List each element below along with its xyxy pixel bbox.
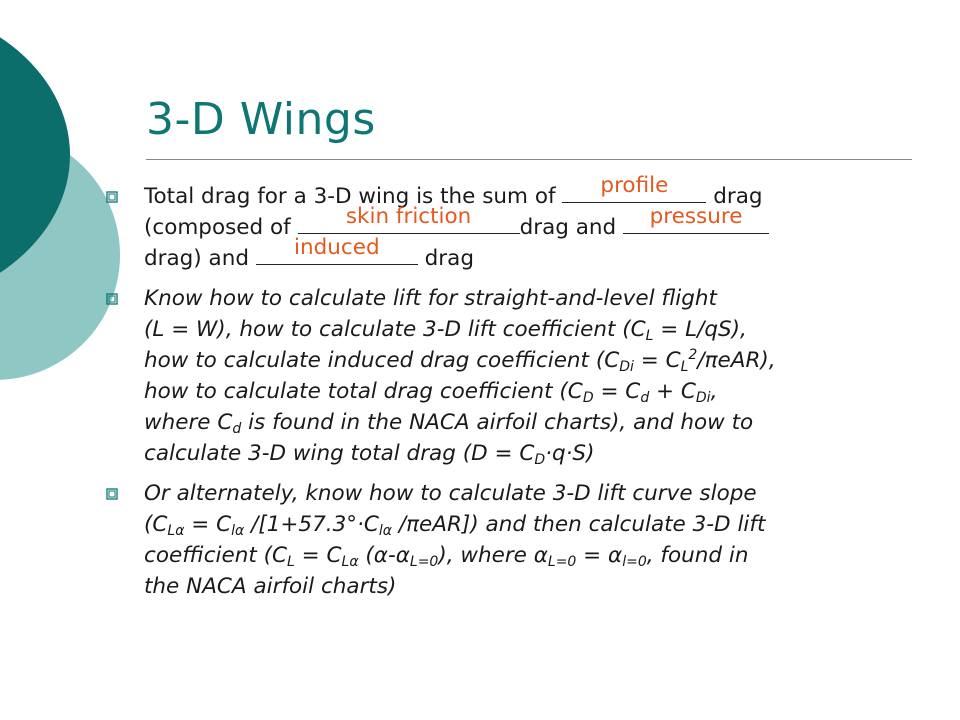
blank-induced <box>256 235 418 265</box>
text-span: (L = W), how to calculate 3-D lift coefficient (C <box>144 317 646 342</box>
text-span: (α-α <box>358 543 410 568</box>
bullet-line <box>144 345 944 376</box>
text-span: , <box>710 379 718 404</box>
bullet-total-drag <box>104 173 944 274</box>
answer-induced: induced <box>294 235 380 260</box>
square-bullet-icon <box>104 189 120 205</box>
subscript: Di <box>695 390 711 406</box>
square-bullet-icon <box>104 291 120 307</box>
text-span: where C <box>144 410 233 435</box>
subscript: d <box>640 390 650 406</box>
text-span: = L/qS), <box>653 317 747 342</box>
text-span: drag and <box>519 215 624 240</box>
text-span: drag <box>417 246 474 271</box>
subscript: lα <box>231 523 245 539</box>
subscript: lα <box>378 523 393 539</box>
answer-pressure: pressure <box>649 204 743 229</box>
subscript: l=0 <box>622 554 647 570</box>
text-span: = C <box>294 543 342 568</box>
text-span: (composed of <box>144 215 298 240</box>
text-span: ·q·S) <box>545 441 595 466</box>
subscript: D <box>534 452 546 468</box>
text-span: = C <box>593 379 641 404</box>
bullet-line <box>144 478 944 509</box>
text-span: the NACA airfoil charts) <box>144 574 397 599</box>
text-span: /πeAR), <box>697 348 776 373</box>
bullet-line <box>144 540 944 571</box>
text-span: drag <box>706 184 763 209</box>
bullet-line <box>144 376 944 407</box>
text-span: = C <box>633 348 681 373</box>
bullet-line <box>144 509 944 540</box>
text-span: Know how to calculate lift for straight-and-level flight <box>144 286 717 311</box>
subscript: L=0 <box>409 554 439 570</box>
subscript: L <box>287 554 295 570</box>
subscript: L=0 <box>547 554 577 570</box>
subscript: D <box>582 390 594 406</box>
subscript: Lα <box>167 523 185 539</box>
bullet-lift-calculation <box>104 283 944 469</box>
bullet-line <box>144 571 944 602</box>
subscript: Lα <box>341 554 359 570</box>
text-span: ), where α <box>438 543 548 568</box>
title-underline <box>146 159 912 160</box>
text-span: calculate 3-D wing total drag (D = C <box>144 441 535 466</box>
superscript: 2 <box>688 347 698 363</box>
answer-skin-friction: skin friction <box>345 204 472 229</box>
text-span: + C <box>649 379 696 404</box>
text-span: is found in the NACA airfoil charts), and how to <box>241 410 754 435</box>
text-span: (C <box>144 512 168 537</box>
bullet-line <box>144 235 944 274</box>
text-span: = C <box>184 512 232 537</box>
blank-pressure <box>623 204 769 234</box>
text-span: /[1+57.3°·C <box>244 512 379 537</box>
bullet-line <box>144 283 944 314</box>
text-span: Or alternately, know how to calculate 3-D lift curve slope <box>144 481 757 506</box>
bullet-line <box>144 314 944 345</box>
bullet-line <box>144 173 944 212</box>
text-span: coefficient (C <box>144 543 288 568</box>
slide-content <box>104 173 944 611</box>
text-span: Total drag for a 3-D wing is the sum of <box>144 184 563 209</box>
text-span: , found in <box>646 543 749 568</box>
bullet-line <box>144 438 944 469</box>
subscript: Di <box>619 359 634 375</box>
text-span: how to calculate total drag coefficient (C <box>144 379 583 404</box>
text-span: /πeAR]) and then calculate 3-D lift <box>392 512 766 537</box>
text-span: drag) and <box>144 246 256 271</box>
blank-profile <box>562 173 706 203</box>
blank-skin-friction <box>298 204 520 234</box>
subscript: L <box>680 359 689 375</box>
square-bullet-icon <box>104 486 120 502</box>
answer-profile: profile <box>600 173 669 198</box>
bullet-lift-curve-slope <box>104 478 944 602</box>
bullet-line <box>144 407 944 438</box>
text-span: = α <box>576 543 623 568</box>
slide-title: 3-D Wings <box>146 94 376 145</box>
subscript: L <box>645 328 654 344</box>
text-span: how to calculate induced drag coefficient (C <box>144 348 620 373</box>
subscript: d <box>232 421 242 437</box>
